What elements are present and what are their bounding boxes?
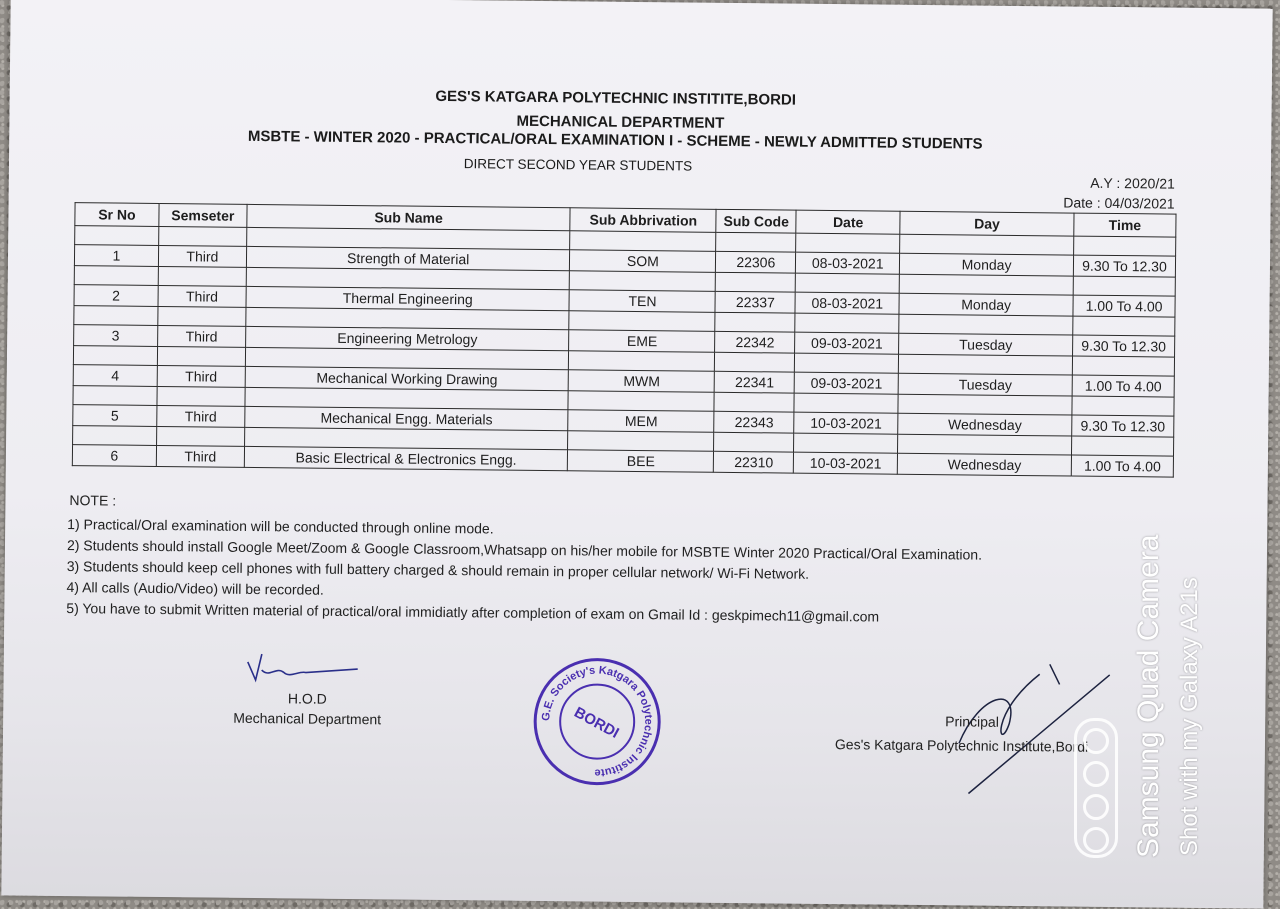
seal-center-text: BORDI (571, 703, 622, 742)
cell-sr: 6 (72, 445, 156, 467)
cell-time: 1.00 To 4.00 (1071, 455, 1173, 477)
cell-abbr: EME (569, 330, 715, 353)
hod-department: Mechanical Department (233, 709, 382, 728)
note-item: 2) Students should install Google Meet/Zoom & Google Classroom,Whatsapp on his/her mobile for MSBTE Winter 2020 Practical/Oral Examination. (66, 537, 983, 563)
cell-sr: 5 (73, 405, 157, 427)
cell-sr: 1 (74, 245, 158, 267)
cell-abbr: SOM (570, 250, 716, 273)
cell-time: 1.00 To 4.00 (1072, 375, 1174, 397)
cell-date: 09-03-2021 (795, 332, 899, 354)
cell-sub-name: Engineering Metrology (245, 326, 569, 350)
col-sub-code: Sub Code (716, 209, 796, 233)
cell-date: 08-03-2021 (795, 292, 899, 314)
hod-signature-block (217, 648, 398, 730)
hod-signature (218, 648, 398, 690)
cell-sr: 2 (74, 285, 158, 307)
institute-name: GES'S KATGARA POLYTECHNIC INSTITITE,BORDI (435, 87, 797, 109)
notes-list (66, 516, 982, 631)
cell-sub-name: Strength of Material (246, 246, 570, 270)
cell-semester: Third (157, 405, 245, 427)
col-semester: Semseter (159, 203, 247, 227)
principal-title: Principal (945, 713, 999, 730)
cell-abbr: TEN (569, 290, 715, 313)
note-title: NOTE : (69, 492, 117, 509)
camera-lens-icon (1074, 718, 1118, 858)
cell-sr: 4 (73, 365, 157, 387)
cell-semester: Third (158, 245, 246, 267)
note-item: 3) Students should keep cell phones with full battery charged & should remain in proper cellular network/ Wi-Fi Network. (66, 558, 810, 582)
col-time: Time (1074, 213, 1176, 237)
cell-semester: Third (157, 325, 245, 347)
exam-title: MSBTE - WINTER 2020 - PRACTICAL/ORAL EXAMINATION I - SCHEME - NEWLY ADMITTED STUDENTS (247, 127, 983, 153)
principal-signature-block (830, 652, 1120, 755)
hod-title: H.O.D (287, 690, 327, 707)
cell-sub-name: Basic Electrical & Electronics Engg. (244, 446, 568, 470)
col-day: Day (900, 211, 1074, 236)
cell-sr: 3 (74, 325, 158, 347)
cell-day: Wednesday (898, 413, 1072, 436)
cell-time: 1.00 To 4.00 (1073, 295, 1175, 317)
note-item: 1) Practical/Oral examination will be conducted through online mode. (67, 516, 494, 537)
cell-day: Monday (900, 253, 1074, 276)
col-date: Date (796, 210, 900, 234)
cell-time: 9.30 To 12.30 (1073, 255, 1175, 277)
cell-semester: Third (156, 445, 244, 467)
students-subtitle: DIRECT SECOND YEAR STUDENTS (463, 156, 693, 174)
cell-code: 22343 (714, 411, 794, 433)
col-sub-name: Sub Name (247, 204, 571, 230)
cell-code: 22337 (715, 291, 795, 313)
cell-sub-name: Thermal Engineering (246, 286, 570, 310)
cell-date: 10-03-2021 (794, 412, 898, 434)
cell-code: 22342 (715, 331, 795, 353)
col-sub-abbreviation: Sub Abbrivation (570, 208, 716, 233)
department-name: MECHANICAL DEPARTMENT (516, 112, 725, 132)
cell-time: 9.30 To 12.30 (1072, 415, 1174, 437)
principal-institute: Ges's Katgara Polytechnic Institute,Bordi (834, 736, 1089, 755)
cell-day: Wednesday (897, 453, 1071, 476)
cell-day: Monday (899, 293, 1073, 316)
watermark-line-1: Samsung Quad Camera (1132, 534, 1165, 858)
cell-time: 9.30 To 12.30 (1073, 335, 1175, 357)
cell-day: Tuesday (899, 333, 1073, 356)
seal-ring-text: G.E. Society's Katgara Polytechnic Institute (540, 664, 655, 779)
cell-abbr: MWM (569, 370, 715, 393)
schedule-table (72, 202, 1177, 478)
cell-code: 22306 (716, 251, 796, 273)
cell-code: 22310 (714, 451, 794, 473)
note-item: 5) You have to submit Written material of practical/oral immidiatly after completion of exam on Gmail Id : geskpimech11@gmail.com (66, 600, 880, 625)
cell-date: 08-03-2021 (796, 252, 900, 274)
cell-code: 22341 (715, 371, 795, 393)
academic-year: A.Y : 2020/21 (1090, 174, 1175, 192)
watermark-line-2: Shot with my Galaxy A21s (1176, 577, 1203, 856)
cell-date: 09-03-2021 (794, 372, 898, 394)
cell-abbr: MEM (568, 410, 714, 433)
col-sr-no: Sr No (75, 203, 159, 227)
document-date: Date : 04/03/2021 (1063, 194, 1175, 212)
cell-sub-name: Mechanical Working Drawing (245, 366, 569, 390)
cell-sub-name: Mechanical Engg. Materials (245, 406, 569, 430)
cell-date: 10-03-2021 (794, 452, 898, 474)
note-item: 4) All calls (Audio/Video) will be recorded. (66, 579, 324, 598)
institute-seal (530, 655, 663, 788)
cell-semester: Third (157, 365, 245, 387)
cell-semester: Third (158, 285, 246, 307)
cell-abbr: BEE (568, 450, 714, 473)
cell-day: Tuesday (898, 373, 1072, 396)
